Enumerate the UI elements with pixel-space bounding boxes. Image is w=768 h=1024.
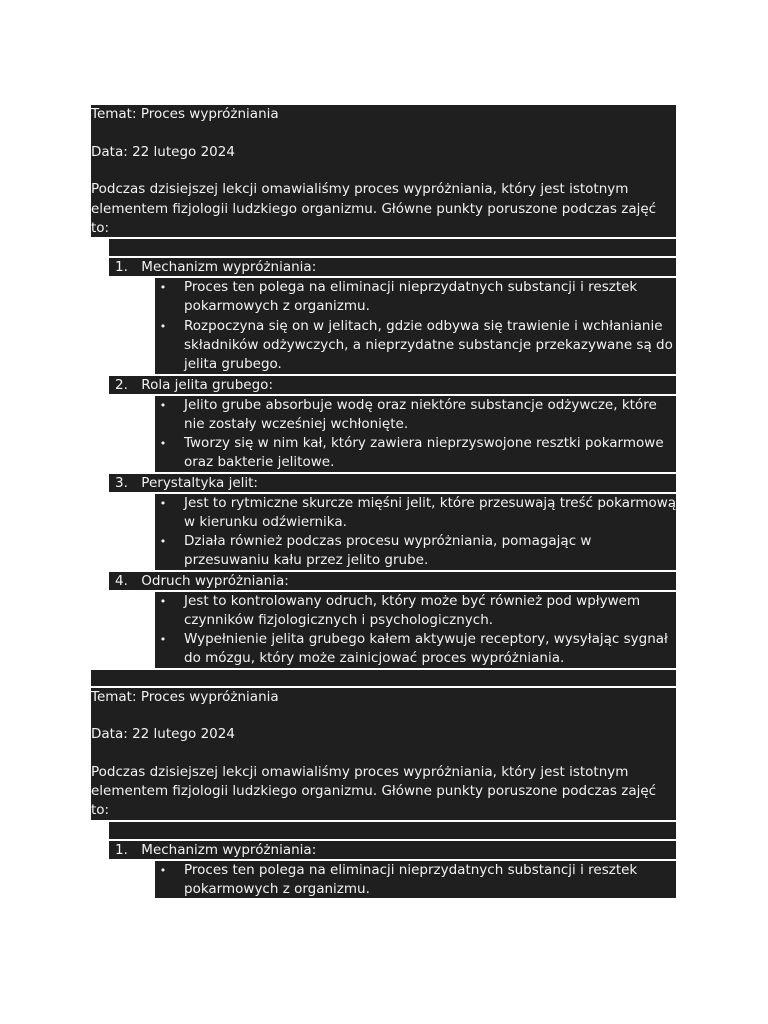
bullet-text: czynników fizjologicznych i psychologicznych. — [184, 612, 494, 628]
bullet-text: składników odżywczych, a nieprzydatne substancje przekazywane są do — [184, 337, 673, 353]
list-number: 2. — [115, 377, 128, 393]
bullet-text: przesuwaniu kału przez jelito grube. — [184, 552, 429, 568]
bullet-text: w kierunku odźwiernika. — [184, 514, 347, 530]
bullet-icon: • — [159, 437, 167, 450]
spacer-bar — [109, 822, 676, 839]
list-title: Rola jelita grubego: — [141, 377, 273, 393]
bullet-text: Jelito grube absorbuje wodę oraz niektóre substancje odżywcze, które — [184, 397, 657, 413]
date-line: Data: 22 lutego 2024 — [91, 726, 235, 742]
bullet-icon: • — [159, 320, 167, 333]
list-title: Odruch wypróżniania: — [141, 573, 289, 589]
list-number: 1. — [115, 842, 128, 858]
list-title: Mechanizm wypróżniania: — [141, 259, 317, 275]
intro-line: to: — [91, 802, 110, 818]
bullet-block — [155, 861, 676, 898]
bullet-icon: • — [159, 535, 167, 548]
bullet-text: Jest to rytmiczne skurcze mięśni jelit, które przesuwają treść pokarmową — [184, 495, 677, 511]
bullet-text: Tworzy się w nim kał, który zawiera nieprzyswojone resztki pokarmowe — [184, 435, 664, 451]
list-number: 3. — [115, 475, 128, 491]
bullet-text: Jest to kontrolowany odruch, który może być również pod wpływem — [184, 593, 641, 609]
bullet-text: Proces ten polega na eliminacji nieprzydatnych substancji i resztek — [184, 279, 638, 295]
bullet-text: Działa również podczas procesu wypróżniania, pomagając w — [184, 533, 592, 549]
bullet-icon: • — [159, 281, 167, 294]
topic-line: Temat: Proces wypróżniania — [91, 106, 279, 122]
list-title: Mechanizm wypróżniania: — [141, 842, 317, 858]
spacer-bar — [109, 239, 676, 256]
bullet-icon: • — [159, 497, 167, 510]
bullet-icon: • — [159, 399, 167, 412]
list-item-title — [109, 474, 676, 492]
bullet-text: Wypełnienie jelita grubego kałem aktywuje receptory, wysyłając sygnał — [184, 631, 668, 647]
intro-line: elementem fizjologii ludzkiego organizmu. Główne punkty poruszone podczas zajęć — [91, 201, 657, 217]
topic-line: Temat: Proces wypróżniania — [91, 689, 279, 705]
bullet-text: do mózgu, który może zainicjować proces wypróżniania. — [184, 650, 565, 666]
heading-block-repeat — [91, 688, 676, 820]
bullet-icon: • — [159, 595, 167, 608]
intro-line: elementem fizjologii ludzkiego organizmu. Główne punkty poruszone podczas zajęć — [91, 783, 657, 799]
bullet-text: Proces ten polega na eliminacji nieprzydatnych substancji i resztek — [184, 862, 638, 878]
bullet-block — [155, 592, 676, 668]
bullet-text: pokarmowych z organizmu. — [184, 298, 370, 314]
bullet-text: pokarmowych z organizmu. — [184, 881, 370, 897]
bullet-text: nie zostały wcześniej wchłonięte. — [184, 416, 409, 432]
bullet-text: oraz bakterie jelitowe. — [184, 454, 335, 470]
list-title: Perystaltyka jelit: — [141, 475, 258, 491]
intro-line: Podczas dzisiejszej lekcji omawialiśmy proces wypróżniania, który jest istotnym — [91, 764, 629, 780]
list-number: 1. — [115, 259, 128, 275]
list-number: 4. — [115, 573, 128, 589]
intro-line: Podczas dzisiejszej lekcji omawialiśmy proces wypróżniania, który jest istotnym — [91, 181, 629, 197]
bullet-block — [155, 396, 676, 472]
bullet-icon: • — [159, 633, 167, 646]
list-item-title — [109, 376, 676, 394]
heading-block — [91, 105, 676, 237]
list-item-title — [109, 572, 676, 590]
list-item-title — [109, 841, 676, 859]
bullet-text: jelita grubego. — [184, 356, 282, 372]
list-item-title — [109, 258, 676, 276]
intro-line: to: — [91, 220, 110, 236]
bullet-icon: • — [159, 864, 167, 877]
bullet-block — [155, 494, 676, 570]
spacer-bar — [91, 670, 676, 686]
bullet-text: Rozpoczyna się on w jelitach, gdzie odbywa się trawienie i wchłanianie — [184, 318, 663, 334]
bullet-block — [155, 278, 676, 374]
date-line: Data: 22 lutego 2024 — [91, 144, 235, 160]
